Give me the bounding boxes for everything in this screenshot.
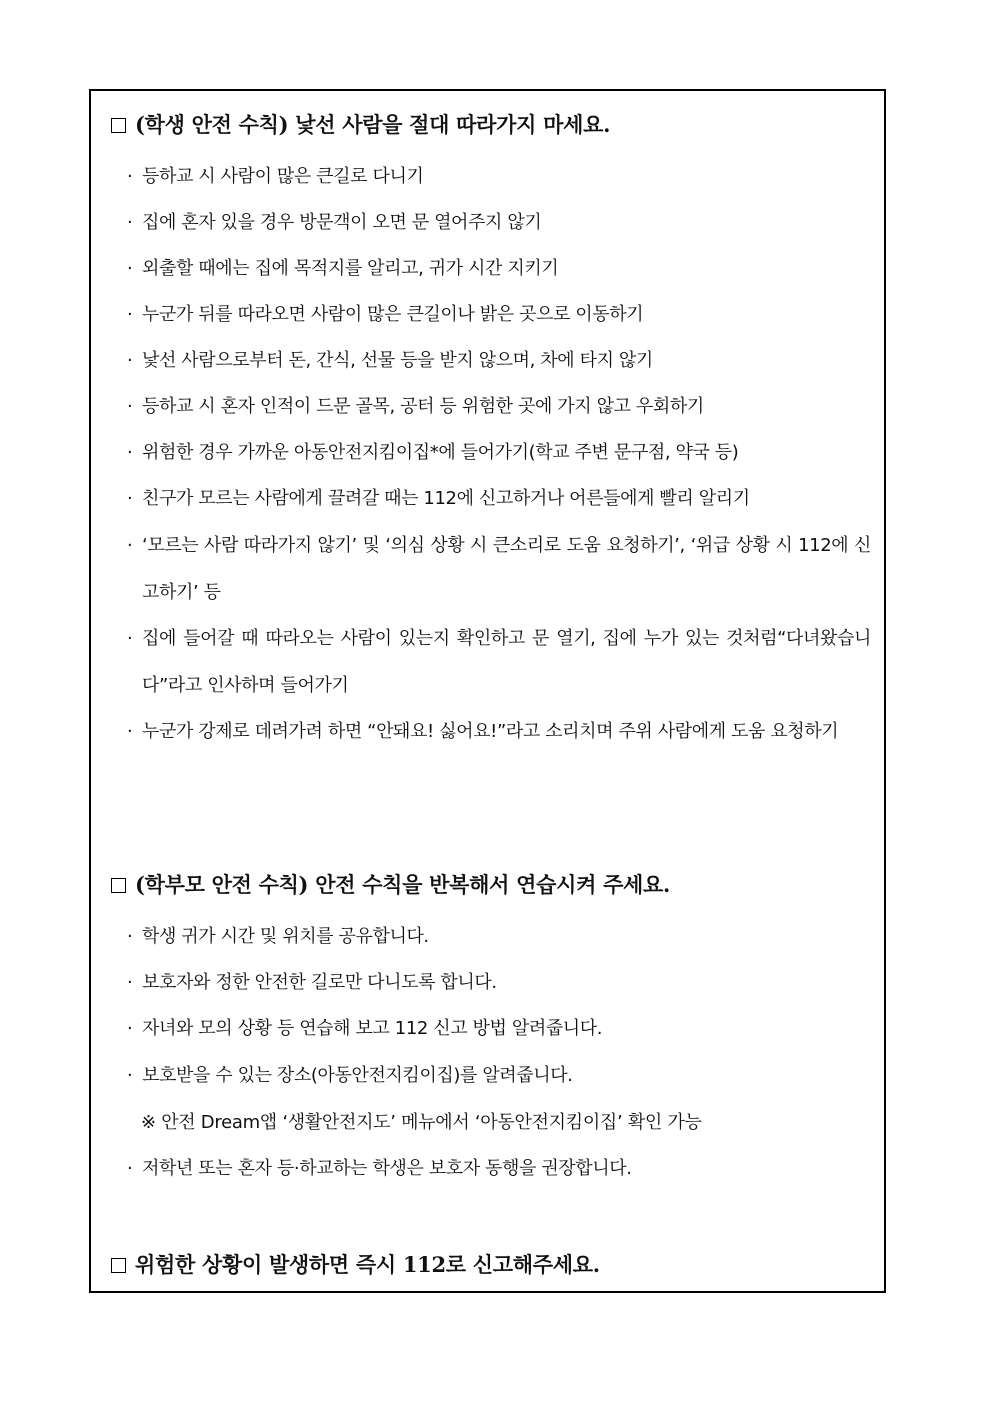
list-item: · 등하교 시 사람이 많은 큰길로 다니기	[127, 153, 871, 200]
checkbox-square-icon	[111, 878, 126, 893]
list-item: · 자녀와 모의 상황 등 연습해 보고 112 신고 방법 알려줍니다.	[127, 1005, 871, 1052]
bullet-dot: ·	[127, 972, 133, 993]
bullet-dot: ·	[127, 304, 133, 325]
bullet-dot: ·	[127, 442, 133, 463]
list-item: · 누군가 강제로 데려가려 하면 “안돼요! 싫어요!”라고 소리치며 주위 사람에게 도움 요청하기	[127, 708, 871, 755]
checkbox-square-icon	[111, 118, 126, 133]
note-text: ※ 안전 Dream앱 ‘생활안전지도’ 메뉴에서 ‘아동안전지킴이집’ 확인 가능	[141, 1112, 702, 1133]
list-item: · 집에 들어갈 때 따라오는 사람이 있는지 확인하고 문 열기, 집에 누가 있는 것처럼“다녀왔습니다”라고 인사하며 들어가기	[127, 615, 871, 709]
section-heading-report: 위험한 상황이 발생하면 즉시 112로 신고해주세요.	[111, 1249, 600, 1279]
bullet-dot: ·	[127, 212, 133, 233]
list-item: · 등하교 시 혼자 인적이 드문 골목, 공터 등 위험한 곳에 가지 않고 우회하기	[127, 383, 871, 430]
bullet-dot: ·	[127, 166, 133, 187]
list-item: · 저학년 또는 혼자 등·하교하는 학생은 보호자 동행을 권장합니다.	[127, 1145, 871, 1192]
list-item: · 집에 혼자 있을 경우 방문객이 오면 문 열어주지 않기	[127, 199, 871, 246]
bullet-dot: ·	[127, 721, 133, 742]
list-item: · 누군가 뒤를 따라오면 사람이 많은 큰길이나 밝은 곳으로 이동하기	[127, 291, 871, 338]
checkbox-square-icon	[111, 1258, 126, 1273]
list-item: · 위험한 경우 가까운 아동안전지킴이집*에 들어가기(학교 주변 문구점, 약국 등)	[127, 429, 871, 476]
bullet-dot: ·	[127, 1158, 133, 1179]
list-item: · 보호자와 정한 안전한 길로만 다니도록 합니다.	[127, 959, 871, 1006]
list-item: · 학생 귀가 시간 및 위치를 공유합니다.	[127, 913, 871, 960]
section-heading-student: (학생 안전 수칙) 낯선 사람을 절대 따라가지 마세요.	[111, 109, 610, 139]
bullet-dot: ·	[127, 258, 133, 279]
bullet-dot: ·	[127, 535, 133, 556]
bullet-dot: ·	[127, 396, 133, 417]
bullet-dot: ·	[127, 926, 133, 947]
bullet-dot: ·	[127, 1018, 133, 1039]
bullet-dot: ·	[127, 350, 133, 371]
bullet-dot: ·	[127, 1065, 133, 1086]
list-item: · ‘모르는 사람 따라가지 않기’ 및 ‘의심 상황 시 큰소리로 도움 요청하기’, ‘위급 상황 시 112에 신고하기’ 등	[127, 522, 871, 616]
list-item: · 낯선 사람으로부터 돈, 간식, 선물 등을 받지 않으며, 차에 타지 않기	[127, 337, 871, 384]
bullet-dot: ·	[127, 628, 133, 649]
section-heading-parent: (학부모 안전 수칙) 안전 수칙을 반복해서 연습시켜 주세요.	[111, 869, 670, 899]
list-item: · 친구가 모르는 사람에게 끌려갈 때는 112에 신고하거나 어른들에게 빨리 알리기	[127, 475, 871, 522]
notice-box	[89, 89, 886, 1293]
list-item: · 외출할 때에는 집에 목적지를 알리고, 귀가 시간 지키기	[127, 245, 871, 292]
list-item: · 보호받을 수 있는 장소(아동안전지킴이집)를 알려줍니다.	[127, 1052, 871, 1099]
bullet-dot: ·	[127, 488, 133, 509]
